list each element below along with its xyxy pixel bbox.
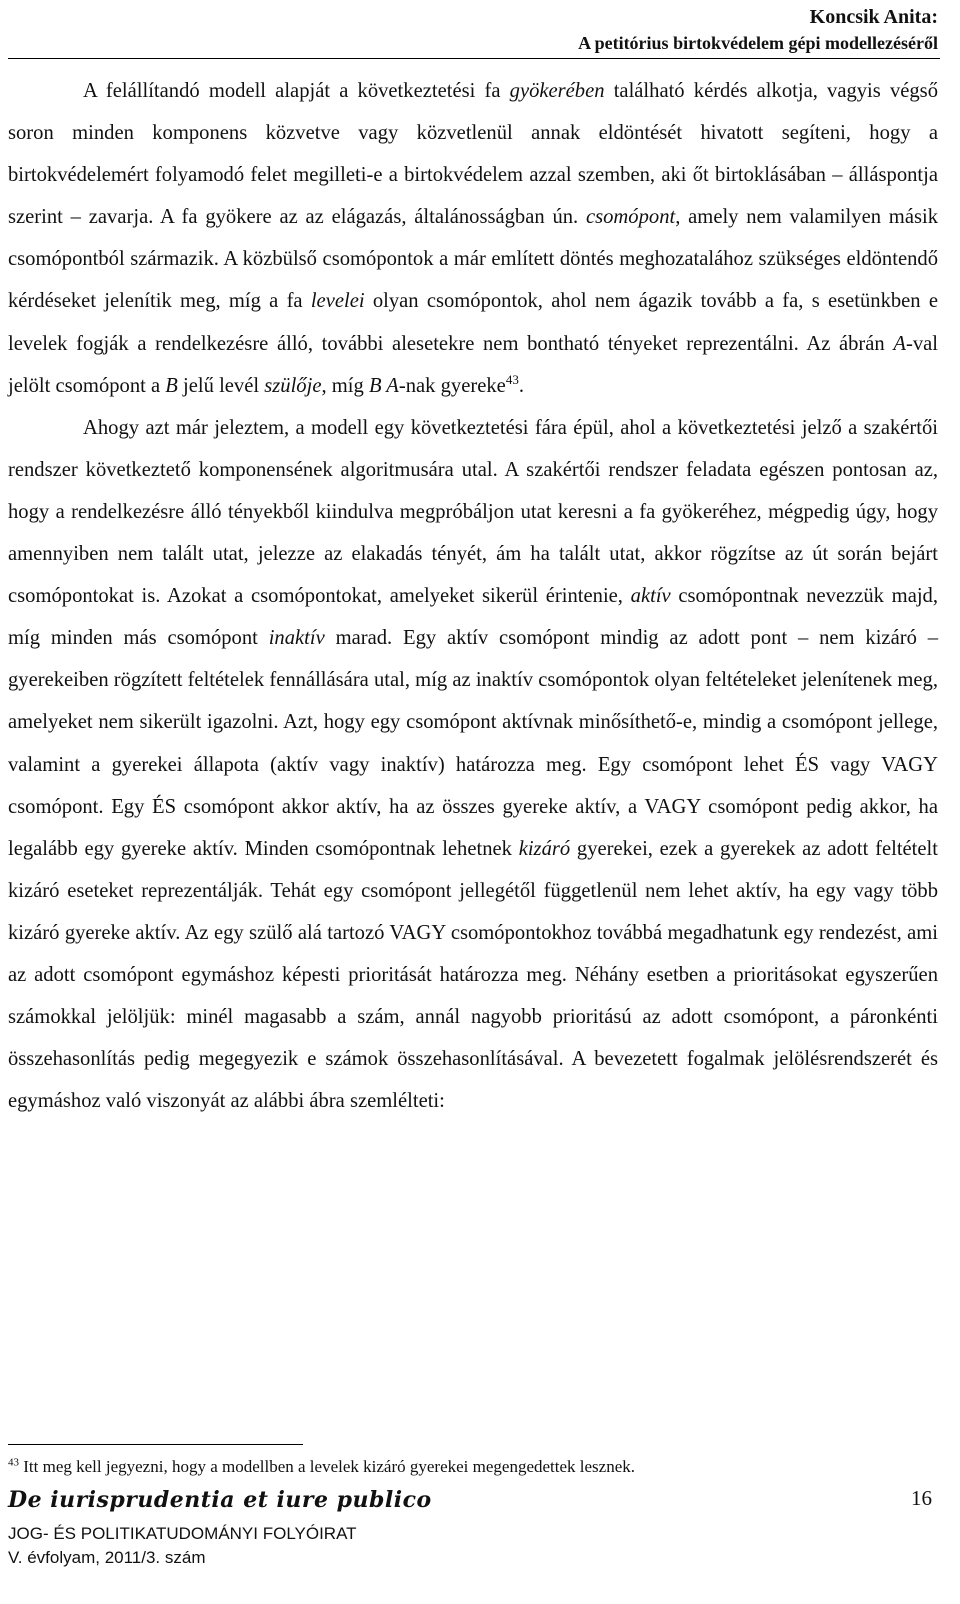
- paragraph-1: [8, 70, 938, 407]
- footnote-ref: 43: [505, 371, 519, 387]
- text-run: A felállítandó modell alapját a következtetési fa: [83, 80, 510, 102]
- italic-term: csomópont: [585, 206, 676, 229]
- header-title: A petitórius birtokvédelem gépi modellezéséről: [578, 33, 938, 53]
- text-run: Ahogy azt már jeleztem, a modell egy következtetési fára épül, ahol a következtetési jelző a szakértői rendszer következtető komponensének algoritmusára utal. A szakértői rendszer feladata egészen pontosan az, hogy a rendelkezésre álló tényekből kiindulva megpróbáljon utat keresni a fa gyökeréhez, mégpedig úgy, hogy amennyiben nem talált utat, jelezze az elakadás tényét, ám ha talált utat, akkor rögzítse az út során bejárt csomópontokat is. Azokat a csomópontokat, amelyeket sikerül érintenie,: [8, 416, 938, 608]
- text-run: -nak gyereke: [398, 374, 506, 397]
- text-run: -val jelölt csomópont a: [8, 332, 938, 397]
- text-run: marad. Egy aktív csomópont mindig az adott pont – nem kizáró – gyerekeiben rögzített feltételek fennállására utal, míg az inaktív csomópontok olyan feltételeket jelenítenek meg, amelyeket nem sikerült igazolni. Azt, hogy egy csomópont aktívnak minősíthető-e, mindig a csomópont jellege, valamint a gyerekei állapota (aktív vagy inaktív) határozza meg. Egy csomópont lehet ÉS vagy VAGY csomópont. Egy ÉS csomópont akkor aktív, ha az összes gyereke aktív, a VAGY csomópont pedig akkor, ha legalább egy gyereke aktív. Minden csomópontnak lehetnek: [8, 627, 938, 860]
- footnote-rule: [8, 1444, 303, 1445]
- paragraph-2: [8, 407, 938, 1123]
- text-run: csomópontnak nevezzük majd, míg minden más csomópont: [8, 585, 939, 650]
- running-header: [578, 4, 938, 56]
- page-number: 16: [911, 1486, 932, 1510]
- journal-name: De iurisprudentia et iure publico: [8, 1487, 432, 1513]
- journal-footer: [8, 1484, 432, 1570]
- body-text: [8, 70, 938, 1122]
- italic-term: inaktív: [268, 627, 325, 650]
- text-run: , míg: [321, 374, 369, 397]
- text-run: található kérdés alkotja, vagyis végső soron minden komponens közvetve vagy közvetlenül annak eldöntését hivatott segíteni, hogy a birtokvédelemért folyamodó felet megilleti-e a birtokvédelem azzal szemben, aki őt birtoklásában – álláspontja szerint – zavarja. A fa gyökere az az elágazás, általánosságban ún.: [8, 80, 938, 229]
- italic-term: szülője: [264, 374, 322, 397]
- italic-term: aktív: [630, 585, 671, 608]
- text-run: olyan csomópontok, ahol nem ágazik tovább a fa, s esetünkben e levelek fogják a rendelkezésre álló, további alesetekre nem bontható tényeket reprezentálni. Az ábrán: [8, 290, 938, 355]
- italic-term: gyökerében: [509, 80, 605, 102]
- text-run: gyerekei, ezek a gyerekek az adott feltételt kizáró eseteket reprezentálják. Tehát egy csomópont jellegétől függetlenül nem lehet aktív, ha egy vagy több kizáró gyereke aktív. Az egy szülő alá tartozó VAGY csomópontokhoz továbbá megadhatunk egy rendezést, ami az adott csomópont egymáshoz képesti prioritását határozza meg. Néhány esetben a prioritásokat egyszerűen számokkal jelöljük: minél magasabb a szám, annál nagyobb prioritású az adott csomópont, a páronkénti összehasonlítás pedig megegyezik e számok összehasonlításával. A bevezetett fogalmak jelölésrendszerét és egymáshoz való viszonyát az alábbi ábra szemlélteti:: [8, 837, 938, 1113]
- journal-subtitle: JOG- ÉS POLITIKATUDOMÁNYI FOLYÓIRAT: [8, 1524, 357, 1543]
- italic-term: A: [893, 332, 906, 355]
- text-run: , amely nem valamilyen másik csomópontból származik. A közbülső csomópontok a már említett döntés meghozatalához szükséges eldöntendő kérdéseket jelenítik meg, míg a fa: [8, 206, 938, 313]
- text-run: jelű levél: [177, 374, 265, 397]
- italic-term: B: [165, 374, 178, 397]
- journal-volume: V. évfolyam, 2011/3. szám: [8, 1548, 206, 1567]
- header-author: Koncsik Anita:: [809, 6, 938, 28]
- text-run: .: [518, 374, 524, 397]
- italic-term: kizáró: [518, 837, 571, 860]
- italic-term: levelei: [310, 290, 365, 313]
- footnote: [8, 1456, 635, 1478]
- header-rule: [8, 58, 940, 59]
- footnote-text: Itt meg kell jegyezni, hogy a modellben a levelek kizáró gyerekei megengedettek lesznek.: [19, 1457, 636, 1476]
- italic-term: B A: [368, 374, 399, 397]
- footnote-number: 43: [8, 1456, 19, 1469]
